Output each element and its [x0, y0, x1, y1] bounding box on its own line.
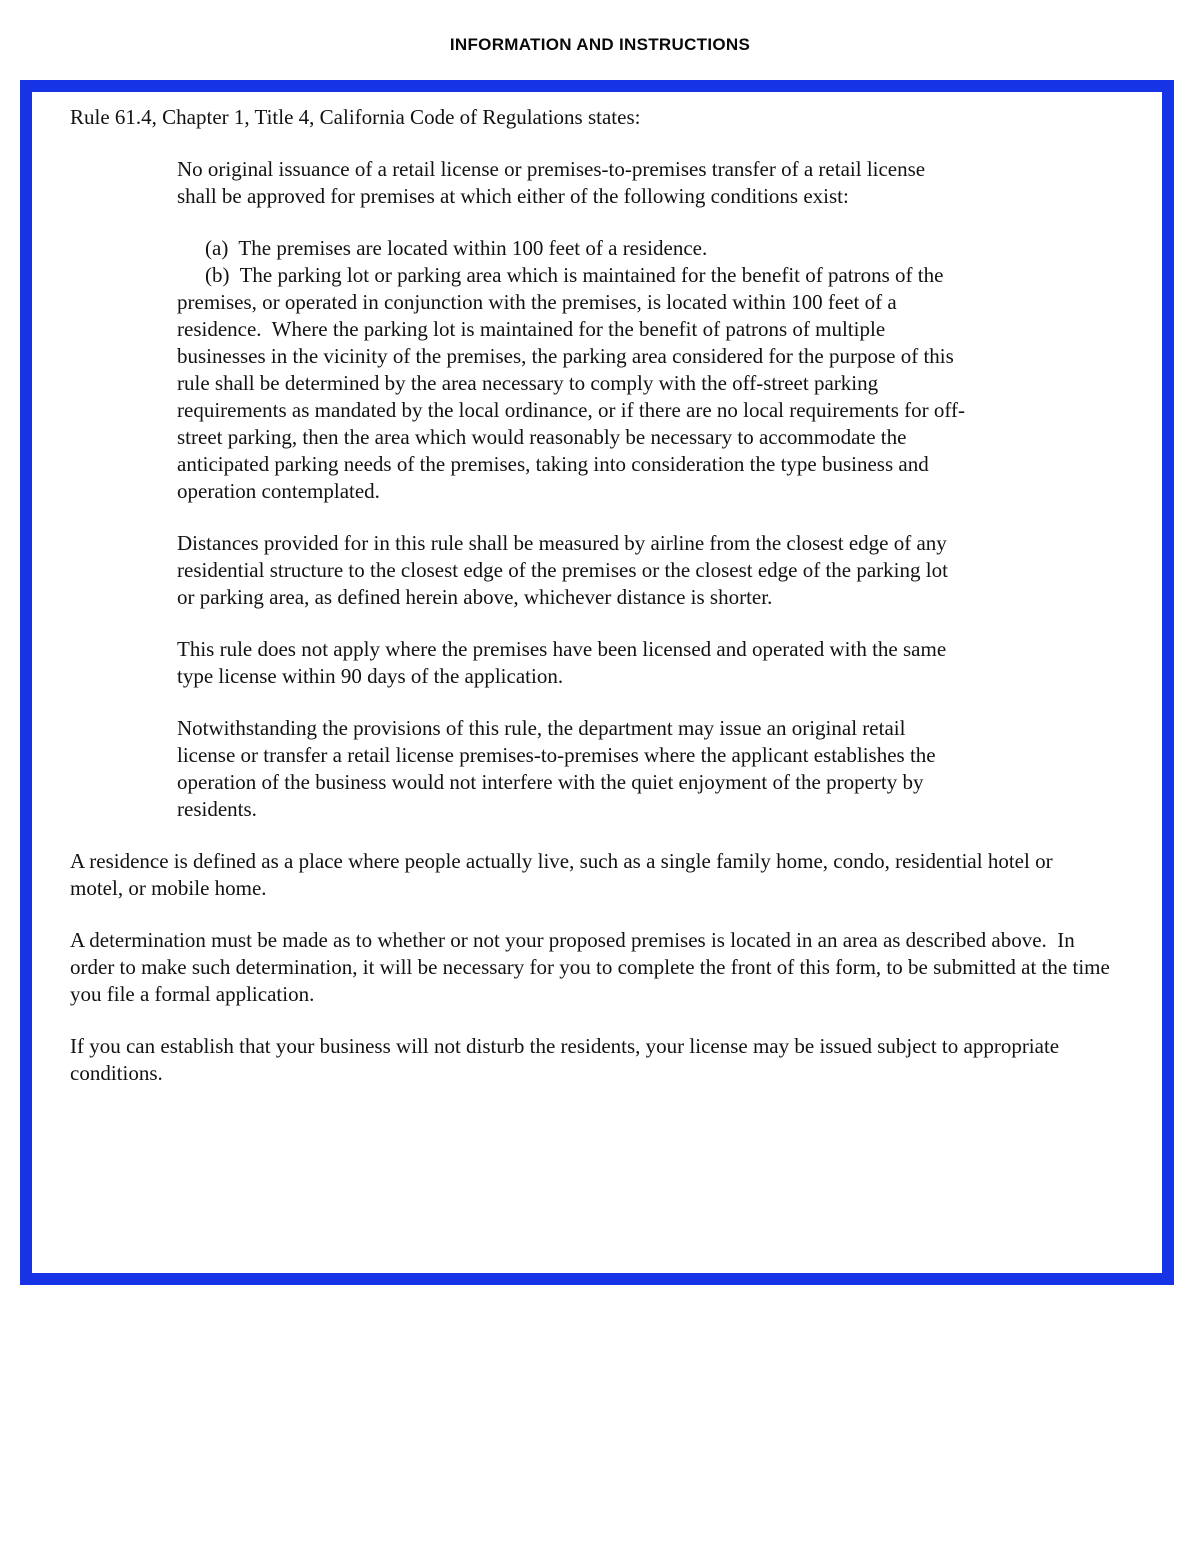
- rule-paragraph-distances: Distances provided for in this rule shall be measured by airline from the closest edge of any residential structure to the closest edge of the premises or the closest edge of the parking lot or parking area, as defined herein above, whichever distance is shorter.: [177, 531, 954, 609]
- rule-paragraph-ninety-days: This rule does not apply where the premises have been licensed and operated with the same type license within 90 days of the application.: [177, 637, 952, 688]
- conditions-note: If you can establish that your business will not disturb the residents, your license may be issued subject to appropriate conditions.: [70, 1034, 1065, 1085]
- page-title: INFORMATION AND INSTRUCTIONS: [449, 35, 751, 54]
- residence-definition-note: A residence is defined as a place where people actually live, such as a single family home, condo, residential hotel or motel, or mobile home.: [70, 849, 1058, 900]
- rule-citation: Rule 61.4, Chapter 1, Title 4, California Code of Regulations states:: [70, 105, 641, 129]
- rule-paragraph-notwithstanding: Notwithstanding the provisions of this rule, the department may issue an original retail license or transfer a retail license premises-to-premises where the applicant establishes the operation of the business would not interfere with the quiet enjoyment of the property by residents.: [177, 716, 941, 821]
- quoted-rule-text: [177, 156, 967, 823]
- rule-paragraph-conditions: No original issuance of a retail license or premises-to-premises transfer of a retail license shall be approved for premises at which either of the following conditions exist:: [177, 157, 931, 208]
- rule-item-a: (a) The premises are located within 100 feet of a residence.: [205, 236, 708, 260]
- rule-box: [20, 80, 1174, 1285]
- rule-item-b: (b) The parking lot or parking area which is maintained for the benefit of patrons of the premises, or operated in conjunction with the premises, is located within 100 feet of a residence. Where the parking lot is maintained for the benefit of patrons of multiple businesses in the vicinity of the premises, the parking area considered for the purpose of this rule shall be determined by the area necessary to comply with the off-street parking requirements as mandated by the local ordinance, or if there are no local requirements for off-street parking, then the area which would reasonably be necessary to accommodate the anticipated parking needs of the premises, taking into consideration the type business and operation contemplated.: [177, 263, 965, 503]
- determination-note: A determination must be made as to whether or not your proposed premises is located in an area as described above. In order to make such determination, it will be necessary for you to complete the front of this form, to be submitted at the time you file a formal application.: [70, 928, 1116, 1006]
